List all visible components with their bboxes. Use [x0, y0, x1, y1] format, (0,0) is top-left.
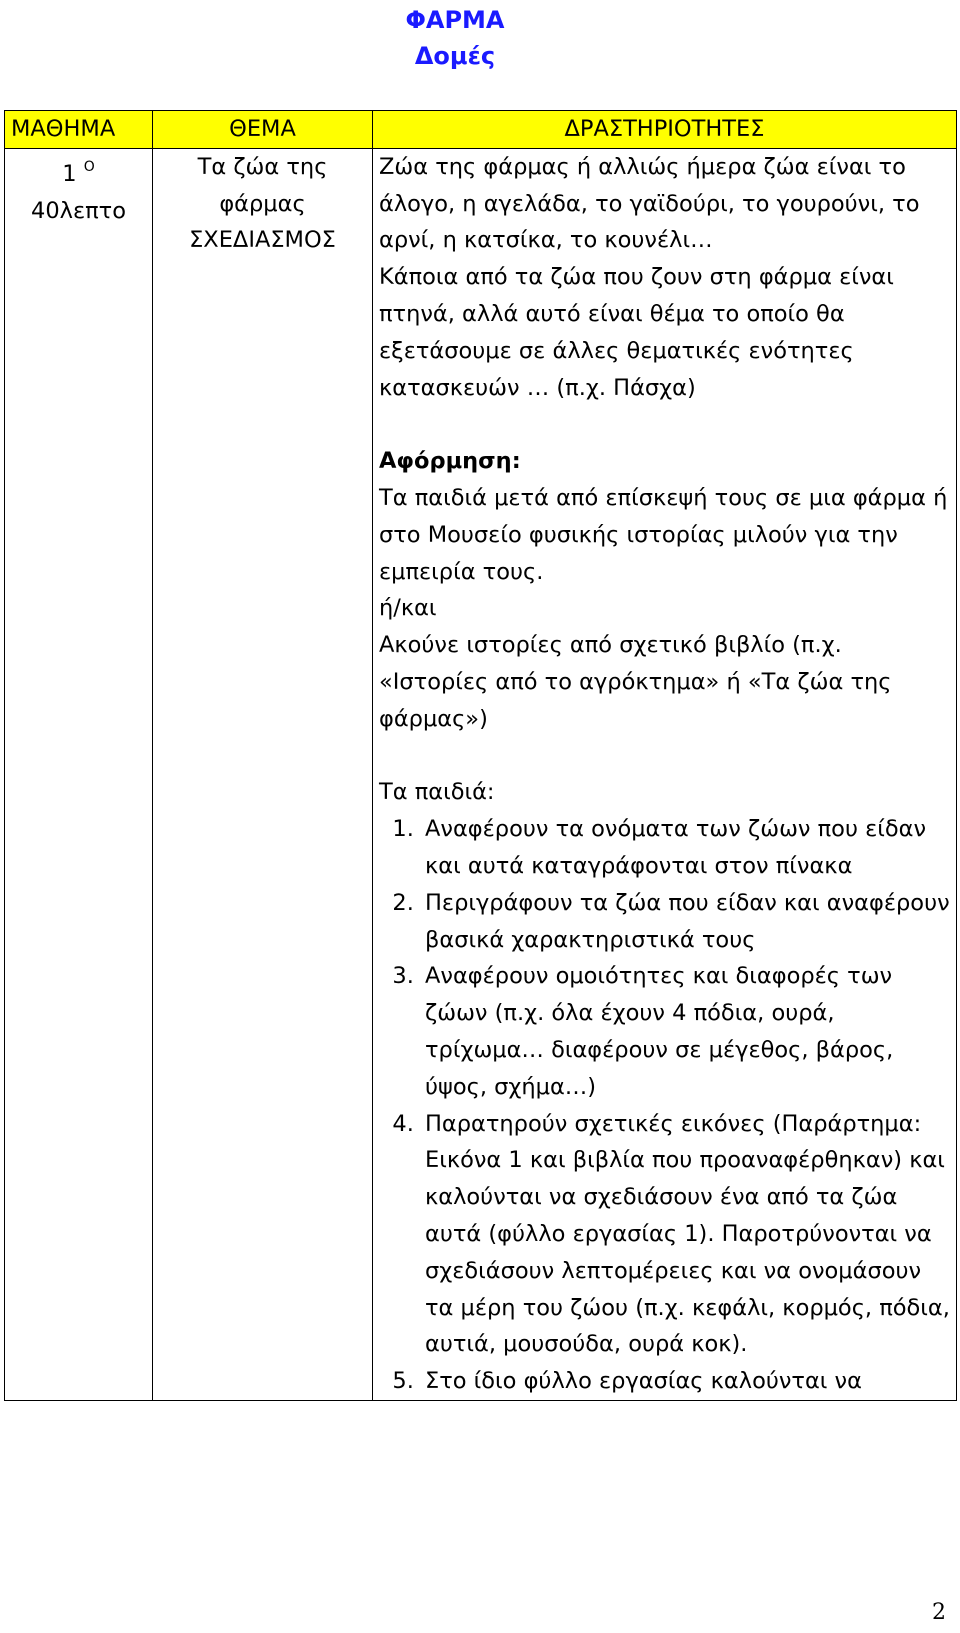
- lesson-number-superscript: Ο: [83, 158, 95, 175]
- document-title: ΦΑΡΜΑ: [405, 6, 505, 34]
- column-header-activities: ΔΡΑΣΤΗΡΙΟΤΗΤΕΣ: [373, 111, 957, 149]
- motivation-label: Αφόρμηση:: [379, 448, 521, 475]
- lesson-duration: 40λεπτο: [31, 197, 126, 224]
- lesson-cell: [5, 148, 153, 1400]
- column-header-theme: ΘΕΜΑ: [153, 111, 373, 149]
- list-item: 5. Στο ίδιο φύλλο εργασίας καλούνται να: [421, 1363, 950, 1400]
- document-subtitle: Δομές: [414, 42, 496, 70]
- theme-title: Τα ζώα της φάρμας: [197, 153, 328, 217]
- table-header-row: [5, 111, 957, 149]
- theme-type: ΣΧΕΔΙΑΣΜΟΣ: [189, 227, 336, 254]
- activities-cell: [373, 148, 957, 1400]
- column-header-lesson: ΜΑΘΗΜΑ: [5, 111, 153, 149]
- page-number: 2: [932, 1600, 946, 1625]
- list-item: 2. Περιγράφουν τα ζώα που είδαν και αναφέρουν βασικά χαρακτηριστικά τους: [421, 885, 950, 959]
- and-or-text: ή/και: [379, 595, 437, 622]
- motivation-text: Τα παιδιά μετά από επίσκεψή τους σε μια φάρμα ή στο Μουσείο φυσικής ιστορίας μιλούν για την εμπειρία τους.: [379, 484, 948, 585]
- lesson-number: 1 $^O$: [62, 158, 95, 187]
- list-item: 1. Αναφέρουν τα ονόματα των ζώων που είδαν και αυτά καταγράφονται στον πίνακα: [421, 811, 950, 885]
- intro-paragraph-2: Κάποια από τα ζώα που ζουν στη φάρμα είναι πτηνά, αλλά αυτό είναι θέμα το οποίο θα εξετάσουμε σε άλλες θεματικές ενότητες κατασκευών … (π.χ. Πάσχα): [379, 264, 894, 401]
- intro-paragraph-1: Ζώα της φάρμας ή αλλιώς ήμερα ζώα είναι το άλογο, η αγελάδα, το γαϊδούρι, το γουρούνι, το αρνί, η κατσίκα, το κουνέλι…: [379, 153, 920, 254]
- activity-steps-list: [379, 811, 950, 1400]
- list-item: 3. Αναφέρουν ομοιότητες και διαφορές των ζώων (π.χ. όλα έχουν 4 πόδια, ουρά, τρίχωμα… διαφέρουν σε μέγεθος, βάρος, ύψος, σχήμα…): [421, 958, 950, 1105]
- children-label: Τα παιδιά:: [379, 779, 495, 806]
- theme-cell: [153, 148, 373, 1400]
- table-row: [5, 148, 957, 1400]
- stories-text: Ακούνε ιστορίες από σχετικό βιβλίο (π.χ. «Ιστορίες από το αγρόκτημα» ή «Τα ζώα της φάρμας»): [379, 632, 892, 732]
- lesson-plan-table: [4, 110, 957, 1401]
- list-item: 4. Παρατηρούν σχετικές εικόνες (Παράρτημα: Εικόνα 1 και βιβλία που προαναφέρθηκαν) και καλούνται να σχεδιάσουν ένα από τα ζώα αυτά (φύλλο εργασίας 1). Παροτρύνονται να σχεδιάσουν λεπτομέρειες και να ονομάσουν τα μέρη του ζώου (π.χ. κεφάλι, κορμός, πόδια, αυτιά, μουσούδα, ουρά κοκ).: [421, 1106, 950, 1364]
